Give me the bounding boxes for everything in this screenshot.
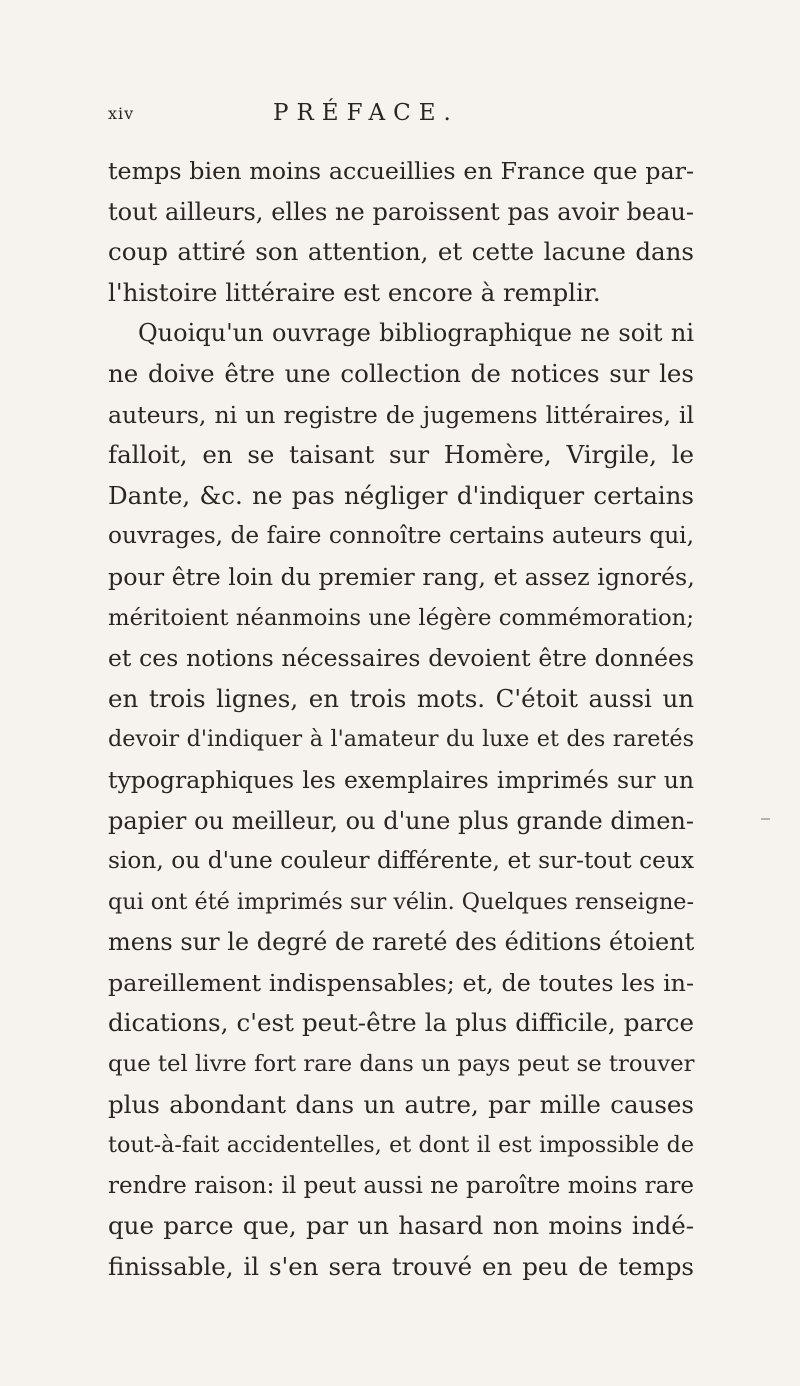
margin-mark xyxy=(761,818,770,820)
text-line: mens sur le degré de rareté des éditions étoient xyxy=(108,928,695,957)
text-line: auteurs, ni un registre de jugemens littéraires, il xyxy=(108,400,694,429)
text-line: que parce que, par un hasard non moins indé- xyxy=(108,1211,694,1241)
text-line: en trois lignes, en trois mots. C'étoit aussi un xyxy=(108,683,694,713)
text-line: tout-à-fait accidentelles, et dont il est impossible de xyxy=(108,1132,694,1159)
text-line: ne doive être une collection de notices sur les xyxy=(108,358,694,388)
running-title: PRÉFACE. xyxy=(273,100,459,126)
text-line: l'histoire littéraire est encore à remplir. xyxy=(108,277,601,307)
text-line: méritoient néanmoins une légère commémoration; xyxy=(108,604,694,631)
text-line: Quoiqu'un ouvrage bibliographique ne soit ni xyxy=(138,319,694,348)
page-header xyxy=(108,100,708,130)
text-line: ouvrages, de faire connoître certains auteurs qui, xyxy=(108,522,694,550)
text-line: finissable, il s'en sera trouvé en peu de temps xyxy=(108,1252,694,1282)
text-line: dications, c'est peut-être la plus difficile, parce xyxy=(108,1008,694,1038)
text-line: plus abondant dans un autre, par mille causes xyxy=(108,1089,694,1119)
text-line: devoir d'indiquer à l'amateur du luxe et des raretés xyxy=(108,726,694,753)
text-line: et ces notions nécessaires devoient être données xyxy=(108,644,694,673)
text-line: pareillement indispensables; et, de toutes les in- xyxy=(108,968,694,997)
text-line: tout ailleurs, elles ne paroissent pas avoir beau- xyxy=(108,197,694,226)
body-text xyxy=(108,151,694,1288)
text-line: pour être loin du premier rang, et assez ignorés, xyxy=(108,562,695,591)
text-line: temps bien moins accueillies en France que par- xyxy=(108,157,694,185)
text-line: sion, ou d'une couleur différente, et sur-tout ceux xyxy=(108,847,694,875)
text-line: coup attiré son attention, et cette lacune dans xyxy=(108,237,694,267)
text-line: qui ont été imprimés sur vélin. Quelques renseigne- xyxy=(108,888,694,915)
page-number: xiv xyxy=(108,104,135,123)
text-line: rendre raison: il peut aussi ne paroître moins rare xyxy=(108,1172,694,1199)
text-line: Dante, &c. ne pas négliger d'indiquer certains xyxy=(108,480,694,510)
text-line: que tel livre fort rare dans un pays peut se trouver xyxy=(108,1051,695,1078)
text-line: falloit, en se taisant sur Homère, Virgile, le xyxy=(108,440,694,470)
text-line: typographiques les exemplaires imprimés sur un xyxy=(108,765,694,794)
text-line: papier ou meilleur, ou d'une plus grande dimen- xyxy=(108,806,694,835)
